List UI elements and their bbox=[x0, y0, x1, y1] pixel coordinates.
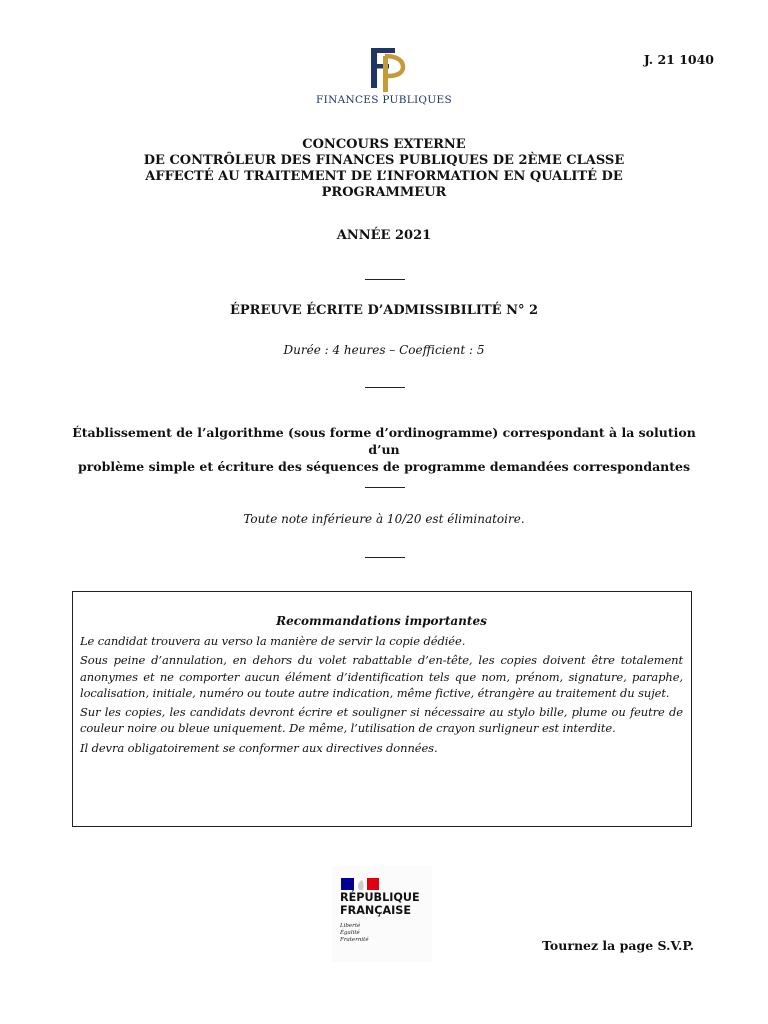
republique-francaise-logo bbox=[332, 866, 432, 962]
recommendation-paragraph: Sur les copies, les candidats devront écrire et souligner si nécessaire au stylo bille, plume ou feutre de couleur noire ou bleue uniquement. De même, l’utilisation de crayon surligneur est interdite. bbox=[80, 705, 683, 736]
separator bbox=[365, 557, 405, 558]
separator bbox=[365, 387, 405, 388]
exam-description bbox=[70, 424, 698, 475]
rf-name-line: RÉPUBLIQUE bbox=[340, 891, 420, 904]
recommendations-box bbox=[72, 591, 692, 827]
finances-publiques-label: FINANCES PUBLIQUES bbox=[316, 94, 452, 106]
recommendation-paragraph: Sous peine d’annulation, en dehors du volet rabattable d’en-tête, les copies doivent être totalement anonymes et ne comporter aucun élément d’identification tels que nom, prénom, signature, paraphe, localisation, initiale, numéro ou toute autre indication, même fictive, étrangère au traitement du sujet. bbox=[80, 653, 683, 700]
turn-page-note: Tournez la page S.V.P. bbox=[542, 938, 694, 953]
separator bbox=[365, 487, 405, 488]
title-line: CONCOURS EXTERNE bbox=[302, 137, 466, 152]
exam-title bbox=[0, 137, 768, 201]
recommendations-title: Recommandations importantes bbox=[276, 614, 487, 628]
epreuve-title: ÉPREUVE ÉCRITE D’ADMISSIBILITÉ N° 2 bbox=[229, 303, 539, 318]
recommendation-paragraph: Il devra obligatoirement se conformer aux directives données. bbox=[80, 740, 438, 755]
republique-francaise-label bbox=[340, 891, 420, 917]
finances-publiques-logo bbox=[309, 42, 459, 122]
document-reference: J. 21 1040 bbox=[643, 52, 714, 67]
eliminatory-note: Toute note inférieure à 10/20 est éliminatoire. bbox=[243, 512, 525, 526]
title-line: AFFECTÉ AU TRAITEMENT DE L’INFORMATION EN QUALITÉ DE bbox=[145, 169, 623, 184]
exam-year: ANNÉE 2021 bbox=[336, 228, 432, 243]
republique-motto bbox=[340, 923, 369, 944]
motto-line: Fraternité bbox=[340, 937, 369, 943]
finances-publiques-emblem-icon bbox=[359, 42, 409, 94]
title-line: DE CONTRÔLEUR DES FINANCES PUBLIQUES DE 2ÈME CLASSE bbox=[143, 153, 625, 168]
separator bbox=[365, 279, 405, 280]
title-line: PROGRAMMEUR bbox=[321, 185, 447, 200]
description-line: Établissement de l’algorithme (sous forme d’ordinogramme) correspondant à la solution d’un bbox=[72, 425, 696, 457]
duration-text: Durée : 4 heures – Coefficient : 5 bbox=[283, 343, 485, 357]
description-line: problème simple et écriture des séquences de programme demandées correspondantes bbox=[77, 459, 691, 474]
motto-line: Égalité bbox=[340, 930, 360, 936]
recommendation-paragraph: Le candidat trouvera au verso la manière de servir la copie dédiée. bbox=[80, 634, 466, 648]
rf-name-line: FRANÇAISE bbox=[340, 904, 412, 917]
motto-line: Liberté bbox=[340, 923, 361, 929]
